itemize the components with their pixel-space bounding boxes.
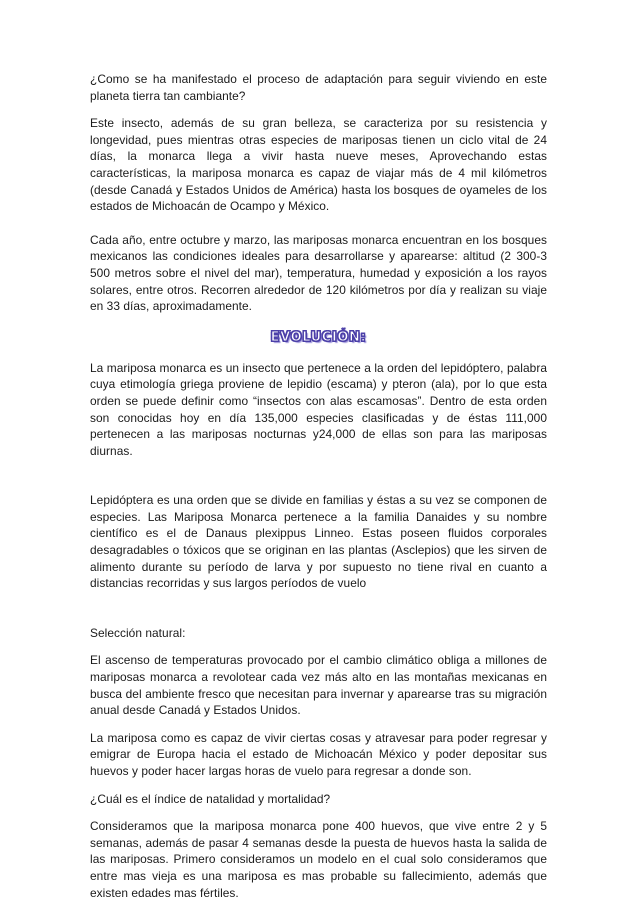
evolucion-paragraph-2: Lepidóptera es una orden que se divide en familias y éstas a su vez se componen de especies. Las Mariposa Monarca pertenece a la familia Danaides y su nombre científico es el de Danaus plexippus Linneo. Estas poseen fluidos corporales desagradables o tóxicos que se originan en las plantas (Asclepios) que les sirven de alimento durante su período de larva y por supuesto no tiene rival en cuanto a distancias recorridas y sus largos períodos de vuelo xyxy=(90,493,547,591)
evolucion-paragraph-1: La mariposa monarca es un insecto que pertenece a la orden del lepidóptero, palabra cuya etimología griega proviene de lepidio (escama) y pteron (ala), por lo que esta orden se puede definir como “insectos con alas escamosas”. Dentro de esta orden son conocidas hoy en día 135,000 especies clasificadas y de éstas 111,000 pertenecen a las mariposas nocturnas y24,000 de ellas son para las mariposas diurnas. xyxy=(90,360,547,458)
seleccion-question: ¿Cuál es el índice de natalidad y mortalidad? xyxy=(90,791,331,806)
intro-question: ¿Como se ha manifestado el proceso de adaptación para seguir viviendo en este planeta tierra tan cambiante? xyxy=(90,72,547,103)
evolucion-heading-wrap xyxy=(90,328,547,348)
intro-paragraph-2: Cada año, entre octubre y marzo, las mariposas monarca encuentran en los bosques mexicanos las condiciones ideales para desarrollarse y aparearse: altitud (2 300-3 500 metros sobre el nivel del mar), temperatura, humedad y exposición a los rayos solares, entre otros. Recorren alrededor de 120 kilómetros por día y realizan su viaje en 33 días, aproximadamente. xyxy=(90,232,547,314)
seleccion-paragraph-1: El ascenso de temperaturas provocado por el cambio climático obliga a millones de mariposas monarca a revolotear cada vez más alto en las montañas mexicanas en busca del ambiente fresco que necesitan para invernar y aparearse tras su migración anual desde Canadá y Estados Unidos. xyxy=(90,653,547,718)
seleccion-paragraph-2: La mariposa como es capaz de vivir ciertas cosas y atravesar para poder regresar y emigrar de Europa hacia el estado de Michoacán México y poder depositar sus huevos y poder hacer largas horas de vuelo para regresar a donde son. xyxy=(90,730,547,778)
seleccion-title: Selección natural: xyxy=(90,625,186,640)
document-page xyxy=(90,71,547,901)
evolucion-heading: EVOLUCIÓN: xyxy=(270,329,367,345)
intro-paragraph-1: Este insecto, además de su gran belleza, se caracteriza por su resistencia y longevidad, pues mientras otras especies de mariposas tienen un ciclo vital de 24 días, la monarca llega a vivir hasta nueve meses, Aprovechando estas características, la mariposa monarca es capaz de viajar más de 4 mil kilómetros (desde Canadá y Estados Unidos de América) hasta los bosques de oyameles de los estados de Michoacán de Ocampo y México. xyxy=(90,116,547,214)
seleccion-paragraph-3: Consideramos que la mariposa monarca pone 400 huevos, que vive entre 2 y 5 semanas, además de pasar 4 semanas desde la puesta de huevos hasta la salida de las mariposas. Primero consideramos un modelo en el cual solo consideramos que entre mas vieja es una mariposa es mas probable su fallecimiento, además que existen edades mas fértiles. xyxy=(90,819,547,900)
